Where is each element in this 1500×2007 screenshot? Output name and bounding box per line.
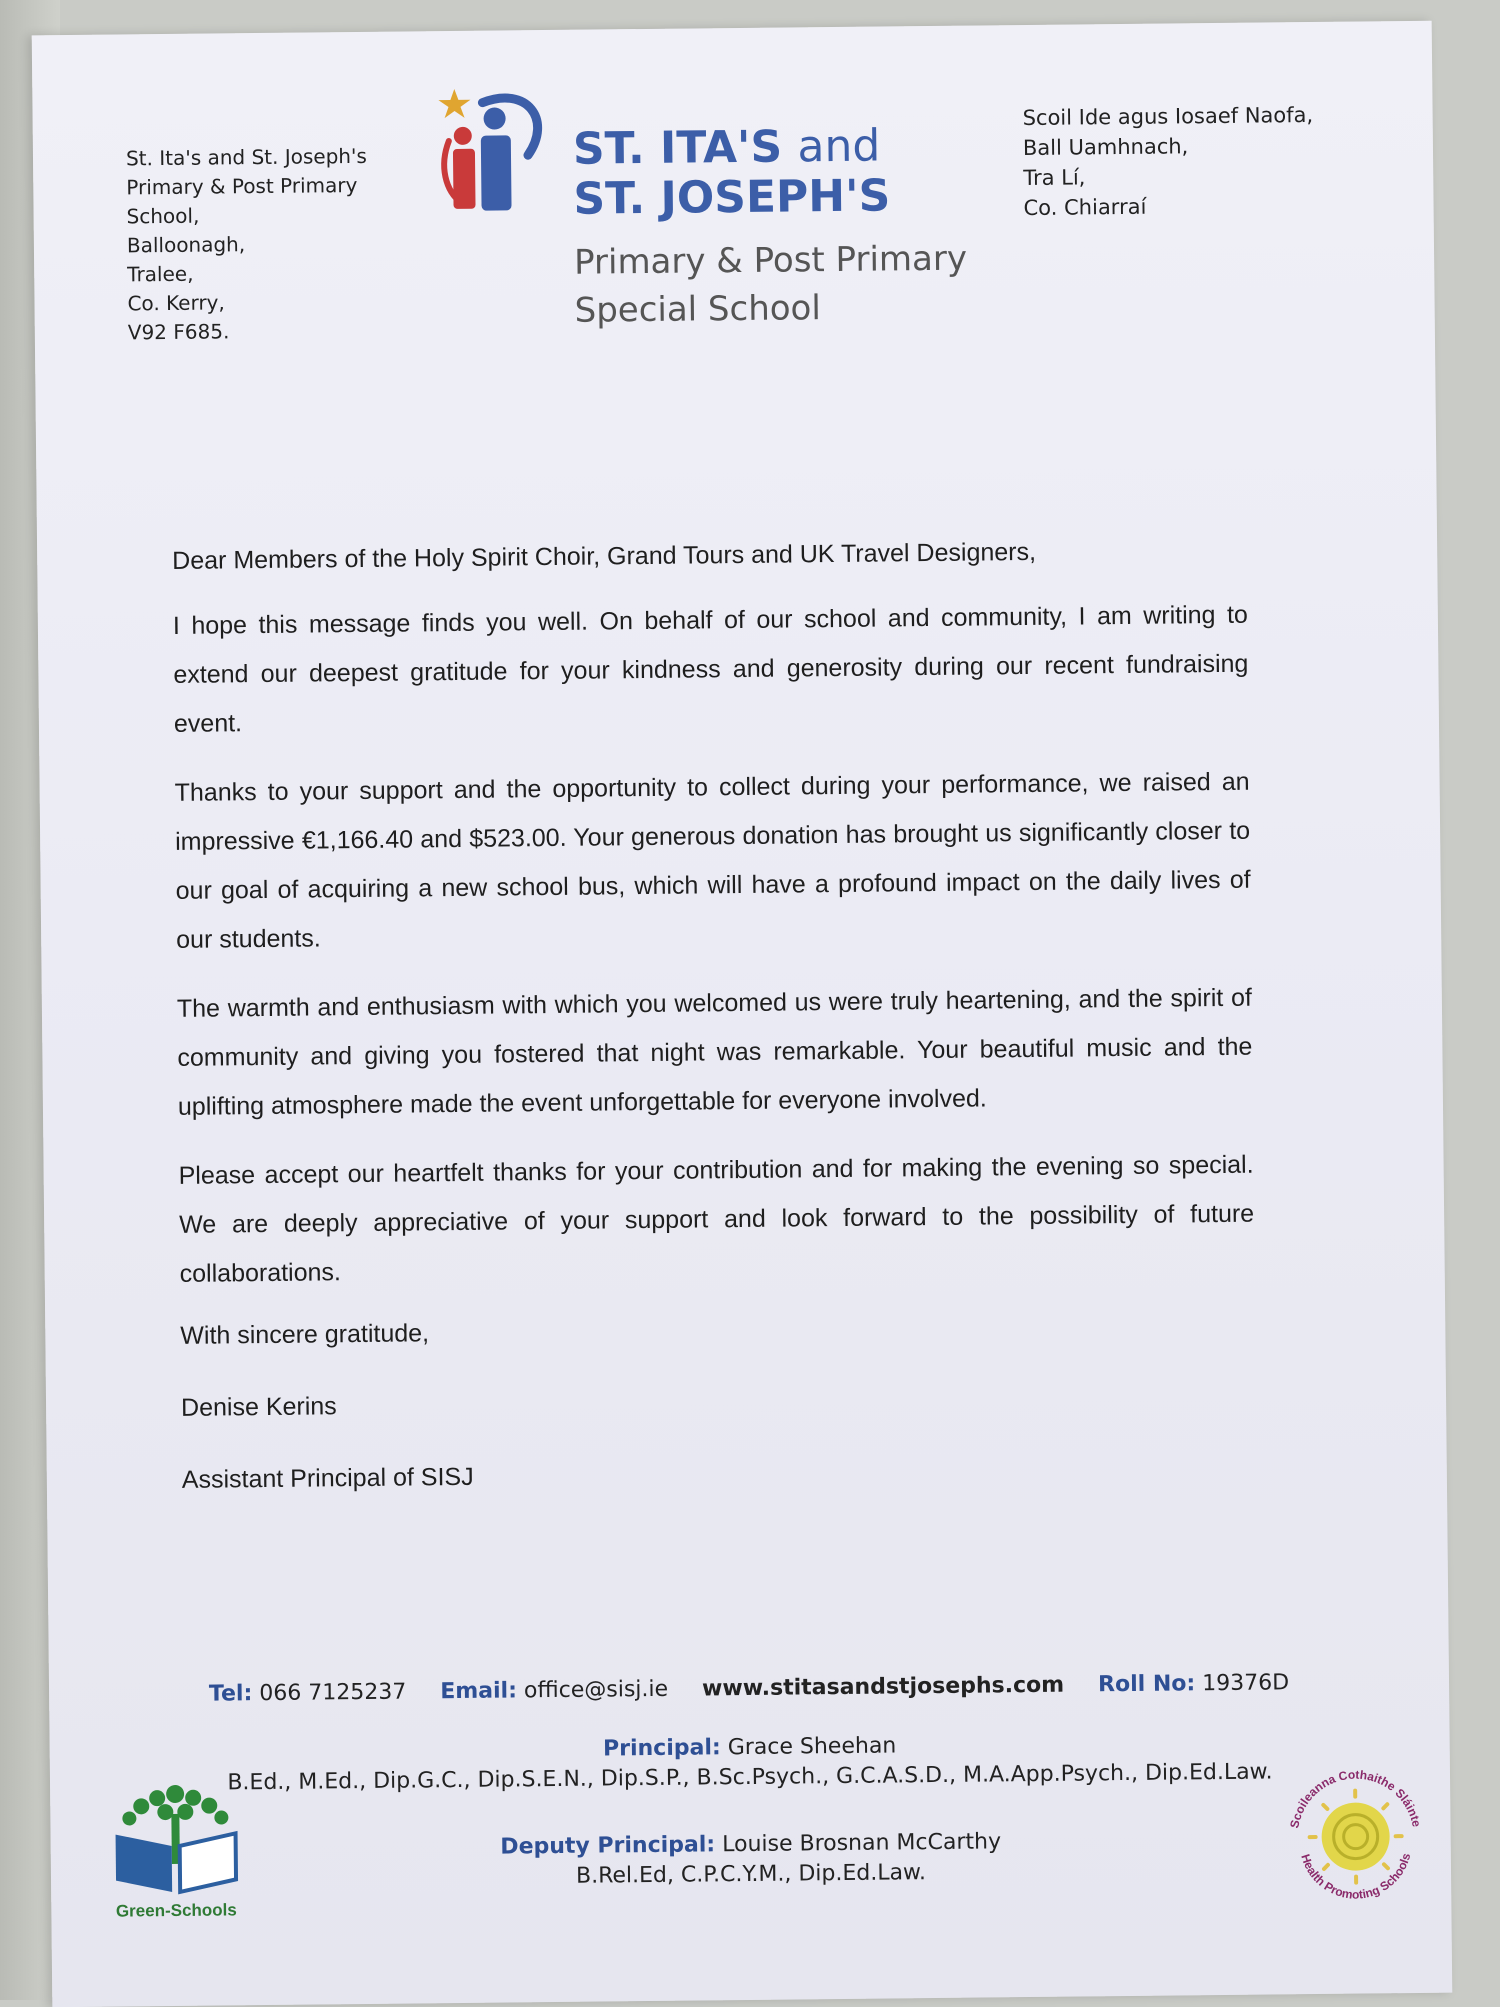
website: www.stitasandstjosephs.com (702, 1673, 1064, 1702)
principal-block (50, 1726, 1451, 1801)
green-schools-logo-icon (105, 1773, 247, 1924)
principal-label: Principal: (603, 1735, 721, 1761)
address-line: Tralee, (127, 257, 417, 289)
address-line: Co. Kerry, (127, 286, 417, 318)
address-line: Scoil Ide agus Iosaef Naofa, (1022, 100, 1342, 133)
logo-subtitle-line1: Primary & Post Primary (574, 235, 967, 287)
address-line: Tra Lí, (1023, 160, 1343, 193)
school-logo-text (573, 121, 968, 335)
footer-contact-line (49, 1669, 1449, 1709)
email-label: Email: (440, 1678, 517, 1704)
logo-name-line2: ST. JOSEPH'S (573, 171, 966, 225)
letter-body (172, 533, 1257, 1497)
logo-and: and (797, 121, 880, 173)
roll-label: Roll No: (1098, 1671, 1195, 1697)
green-schools-label: Green-Schools (116, 1900, 237, 1920)
logo-name-line1 (573, 121, 966, 175)
adult-head-icon (483, 107, 505, 129)
paragraph: The warmth and enthusiasm with which you welcomed us were truly heartening, and the spirit of community and giving you fostered that night was remarkable. Your beautiful music and the uplifting atmosphere made the event unforgettable for everyone involved. (177, 974, 1253, 1132)
school-address-english (126, 141, 418, 347)
signer-role: Assistant Principal of SISJ (182, 1452, 1257, 1497)
email-address: office@sisj.ie (524, 1677, 668, 1704)
school-logo-icon (432, 80, 564, 231)
principal-qualifications: B.Ed., M.Ed., Dip.G.C., Dip.S.E.N., Dip.S.P., B.Sc.Psych., G.C.A.S.D., M.A.App.Psych., Dip.Ed.Law. (50, 1756, 1450, 1801)
health-promoting-schools-badge-icon (1275, 1756, 1437, 1918)
address-line: V92 F685. (128, 315, 418, 347)
roll-number: 19376D (1202, 1670, 1289, 1696)
deputy-principal-block (51, 1823, 1452, 1898)
hps-text-top: Scoileanna Cothaithe Sláinte (1287, 1767, 1424, 1830)
child-head-icon (454, 127, 472, 145)
closing: With sincere gratitude, (180, 1308, 1255, 1353)
paragraph: Please accept our heartfelt thanks for your contribution and for making the evening so special. We are deeply appreciative of your support and look forward to the possibility of future collaborations. (178, 1141, 1254, 1299)
salutation: Dear Members of the Holy Spirit Choir, Grand Tours and UK Travel Designers, (172, 533, 1247, 578)
school-address-irish (1022, 100, 1343, 223)
adult-body-icon (481, 135, 512, 210)
address-line: St. Ita's and St. Joseph's (126, 141, 416, 173)
principal-name: Grace Sheehan (728, 1733, 897, 1760)
deputy-qualifications: B.Rel.Ed, C.P.C.Y.M., Dip.Ed.Law. (51, 1853, 1451, 1898)
logo-subtitle (574, 235, 968, 335)
child-body-icon (453, 149, 476, 209)
hps-text-bottom: Health Promoting Schools (1298, 1851, 1414, 1902)
letter-page (32, 21, 1453, 2007)
tel-label: Tel: (209, 1681, 253, 1706)
star-icon (438, 89, 470, 118)
logo-subtitle-line2: Special School (574, 283, 967, 335)
address-line: Balloonagh, (127, 228, 417, 260)
deputy-label: Deputy Principal: (500, 1832, 715, 1859)
address-line: Co. Chiarraí (1023, 190, 1343, 223)
address-line: Primary & Post Primary (126, 170, 416, 202)
address-line: School, (126, 199, 416, 231)
paragraph: Thanks to your support and the opportunity to collect during your performance, we raised an impressive €1,166.40 and $523.00. Your generous donation has brought us significantly closer to our goal of acquiring a new school bus, which will have a profound impact on the daily lives of our students. (174, 758, 1251, 965)
logo-name-part: ST. ITA'S (573, 122, 783, 175)
paragraph: I hope this message finds you well. On behalf of our school and community, I am writing to extend our deepest gratitude for your kindness and generosity during our recent fundraising event. (173, 591, 1249, 749)
signer-name: Denise Kerins (181, 1380, 1256, 1425)
deputy-name: Louise Brosnan McCarthy (722, 1829, 1001, 1857)
tel-number: 066 7125237 (259, 1680, 406, 1707)
address-line: Ball Uamhnach, (1023, 130, 1343, 163)
